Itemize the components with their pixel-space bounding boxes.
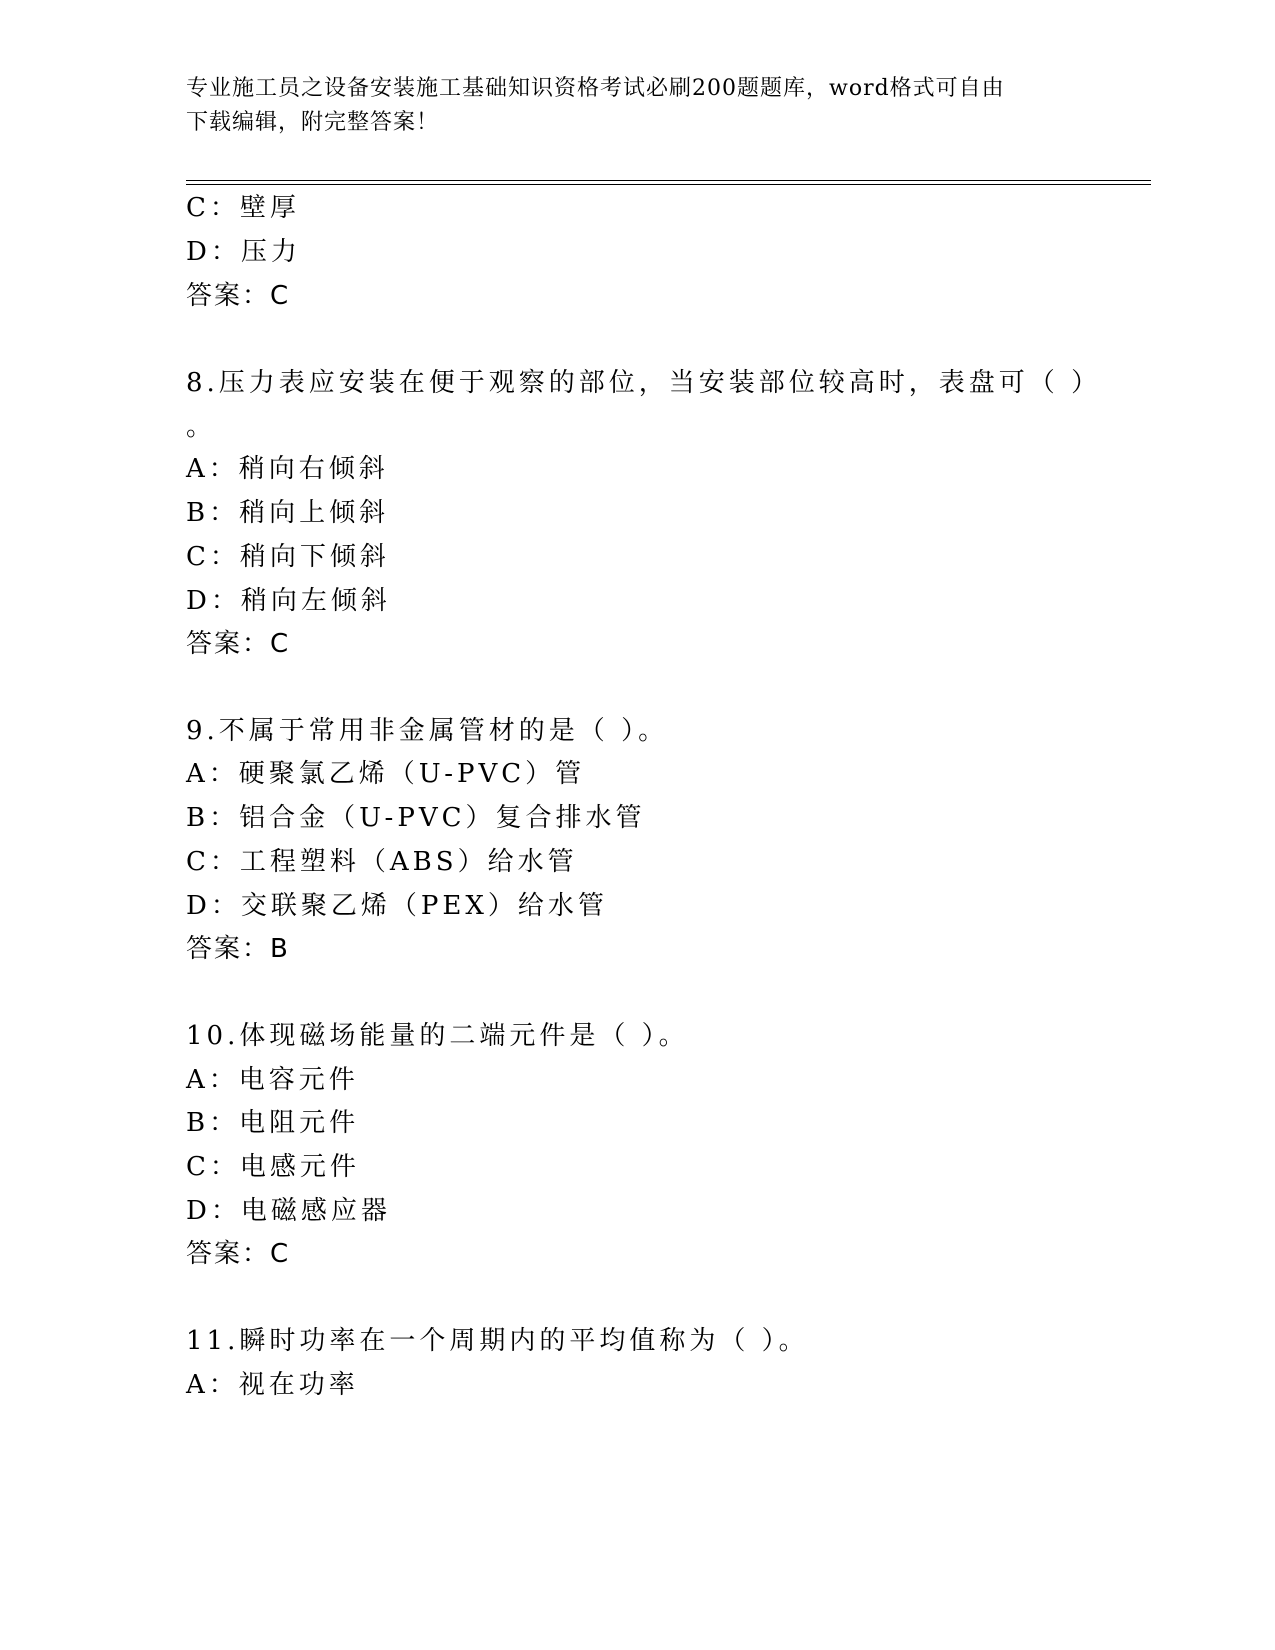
q9-option-d: D：交联聚乙烯（PEX）给水管 — [186, 891, 608, 921]
q8-option-d: D：稍向左倾斜 — [186, 586, 391, 616]
q10-option-b: B：电阻元件 — [186, 1108, 360, 1138]
q11-option-a: A：视在功率 — [186, 1370, 359, 1400]
q8-option-b: B：稍向上倾斜 — [186, 498, 390, 528]
header-divider-top — [186, 180, 1151, 181]
q11-stem: 11.瞬时功率在一个周期内的平均值称为（ ）。 — [186, 1326, 809, 1356]
q8-stem-continued: 。 — [186, 412, 217, 442]
q9-option-b: B：铝合金（U-PVC）复合排水管 — [186, 803, 646, 833]
q8-option-c: C：稍向下倾斜 — [186, 542, 390, 572]
q10-option-c: C：电感元件 — [186, 1152, 360, 1182]
q9-answer: 答案：B — [186, 934, 290, 964]
q10-option-a: A：电容元件 — [186, 1065, 359, 1095]
q9-option-c: C：工程塑料（ABS）给水管 — [186, 847, 578, 877]
q10-option-d: D：电磁感应器 — [186, 1196, 391, 1226]
header-line-2: 下载编辑，附完整答案！ — [186, 110, 440, 135]
q8-stem: 8.压力表应安装在便于观察的部位，当安装部位较高时，表盘可（ ） — [186, 368, 1102, 398]
q9-stem: 9.不属于常用非金属管材的是（ ）。 — [186, 716, 669, 746]
prev-option-c: C：壁厚 — [186, 193, 300, 223]
q8-answer: 答案：C — [186, 629, 291, 659]
q9-option-a: A：硬聚氯乙烯（U-PVC）管 — [186, 759, 586, 789]
document-header — [186, 72, 1086, 140]
q10-stem: 10.体现磁场能量的二端元件是（ ）。 — [186, 1021, 689, 1051]
prev-option-d: D：压力 — [186, 237, 301, 267]
prev-answer: 答案：C — [186, 281, 291, 311]
header-line-1: 专业施工员之设备安装施工基础知识资格考试必刷200题题库，word格式可自由 — [186, 76, 1005, 101]
q8-option-a: A：稍向右倾斜 — [186, 454, 389, 484]
q10-answer: 答案：C — [186, 1239, 291, 1269]
header-divider-bottom — [186, 184, 1151, 185]
